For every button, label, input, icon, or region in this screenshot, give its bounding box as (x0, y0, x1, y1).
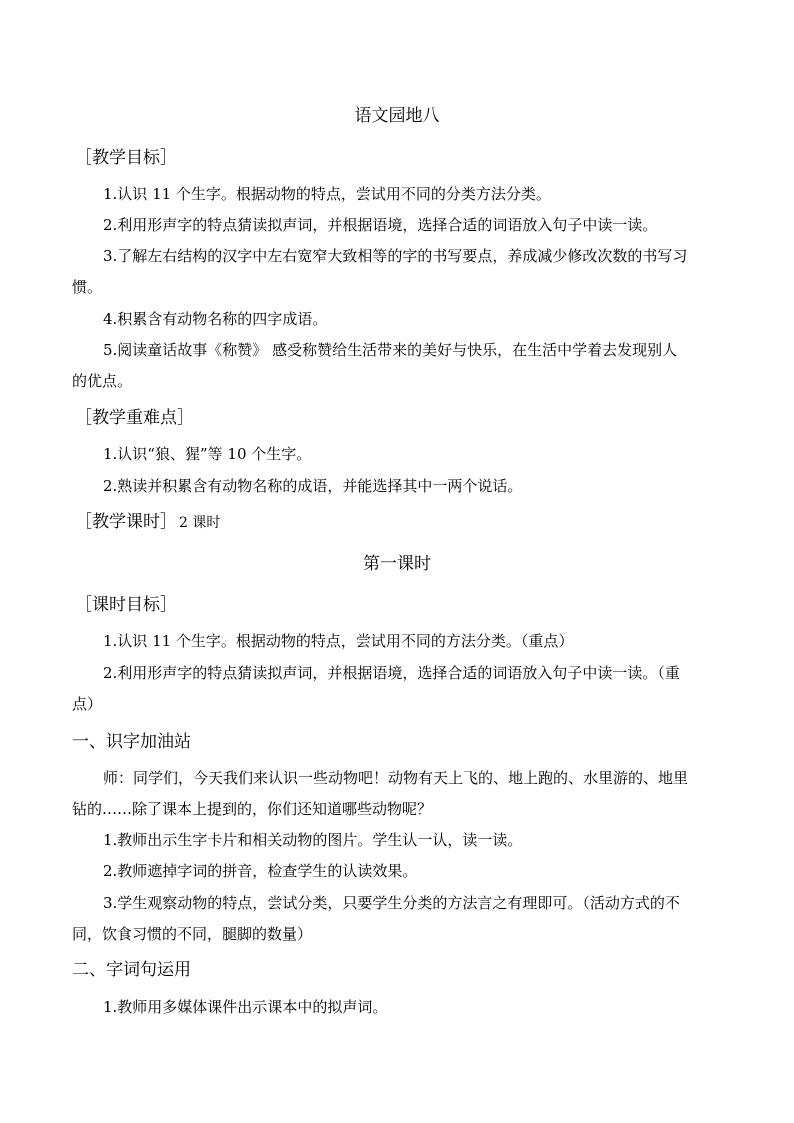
goal-item: 3.了解左右结构的汉字中左右宽窄大致相等的字的书写要点，养成减少修改次数的书写习 (103, 247, 688, 265)
section-text: 钻的……除了课本上提到的，你们还知道哪些动物呢？ (72, 800, 433, 818)
goal-item-continued: 的优点。 (72, 372, 133, 390)
lesson-title: 第一课时 (363, 554, 431, 574)
keypoint-item: 2.熟读并积累含有动物名称的成语，并能选择其中一两个说话。 (103, 477, 523, 495)
section-text: 师：同学们，今天我们来认识一些动物吧！动物有天上飞的、地上跑的、水里游的、地里 (103, 769, 689, 787)
section-text: 2.教师遮掉字词的拼音，检查学生的认读效果。 (103, 862, 418, 880)
goal-item: 1.认识 11 个生字。根据动物的特点，尝试用不同的分类方法分类。 (103, 185, 551, 203)
hours-heading: ［教学课时］ (75, 512, 177, 532)
section-text: 同，饮食习惯的不同，腿脚的数量） (72, 925, 313, 943)
section-text: 1.教师用多媒体课件出示课本中的拟声词。 (103, 998, 388, 1016)
lesson-goals-heading: ［课时目标］ (75, 595, 177, 615)
section-text: 3.学生观察动物的特点，尝试分类，只要学生分类的方法言之有理即可。（活动方式的不 (103, 894, 680, 912)
lesson-goal-item-continued: 点） (72, 695, 103, 713)
goal-item: 2.利用形声字的特点猜读拟声词，并根据语境，选择合适的词语放入句子中读一读。 (103, 216, 658, 234)
keypoints-heading: ［教学重难点］ (75, 408, 194, 428)
goal-item-continued: 惯。 (72, 278, 103, 296)
hours-line (75, 514, 220, 531)
goal-item: 4.积累含有动物名称的四字成语。 (103, 310, 328, 328)
section-heading: 二、字词句运用 (72, 960, 191, 980)
goal-item: 5.阅读童话故事《称赞》 感受称赞给生活带来的美好与快乐，在生活中学着去发现别人 (103, 341, 678, 359)
lesson-goal-item: 1.认识 11 个生字。根据动物的特点，尝试用不同的方法分类。（重点） (103, 632, 574, 650)
goals-heading: ［教学目标］ (75, 148, 177, 168)
lesson-goal-item: 2.利用形声字的特点猜读拟声词，并根据语境，选择合适的词语放入句子中读一读。（重 (103, 664, 680, 682)
document-title: 语文园地八 (354, 106, 440, 126)
keypoint-item: 1.认识“狼、猩”等 10 个生字。 (103, 445, 312, 463)
section-text: 1.教师出示生字卡片和相关动物的图片。学生认一认，读一读。 (103, 831, 523, 849)
hours-value: 2 课时 (179, 515, 221, 531)
section-heading: 一、识字加油站 (72, 732, 191, 752)
